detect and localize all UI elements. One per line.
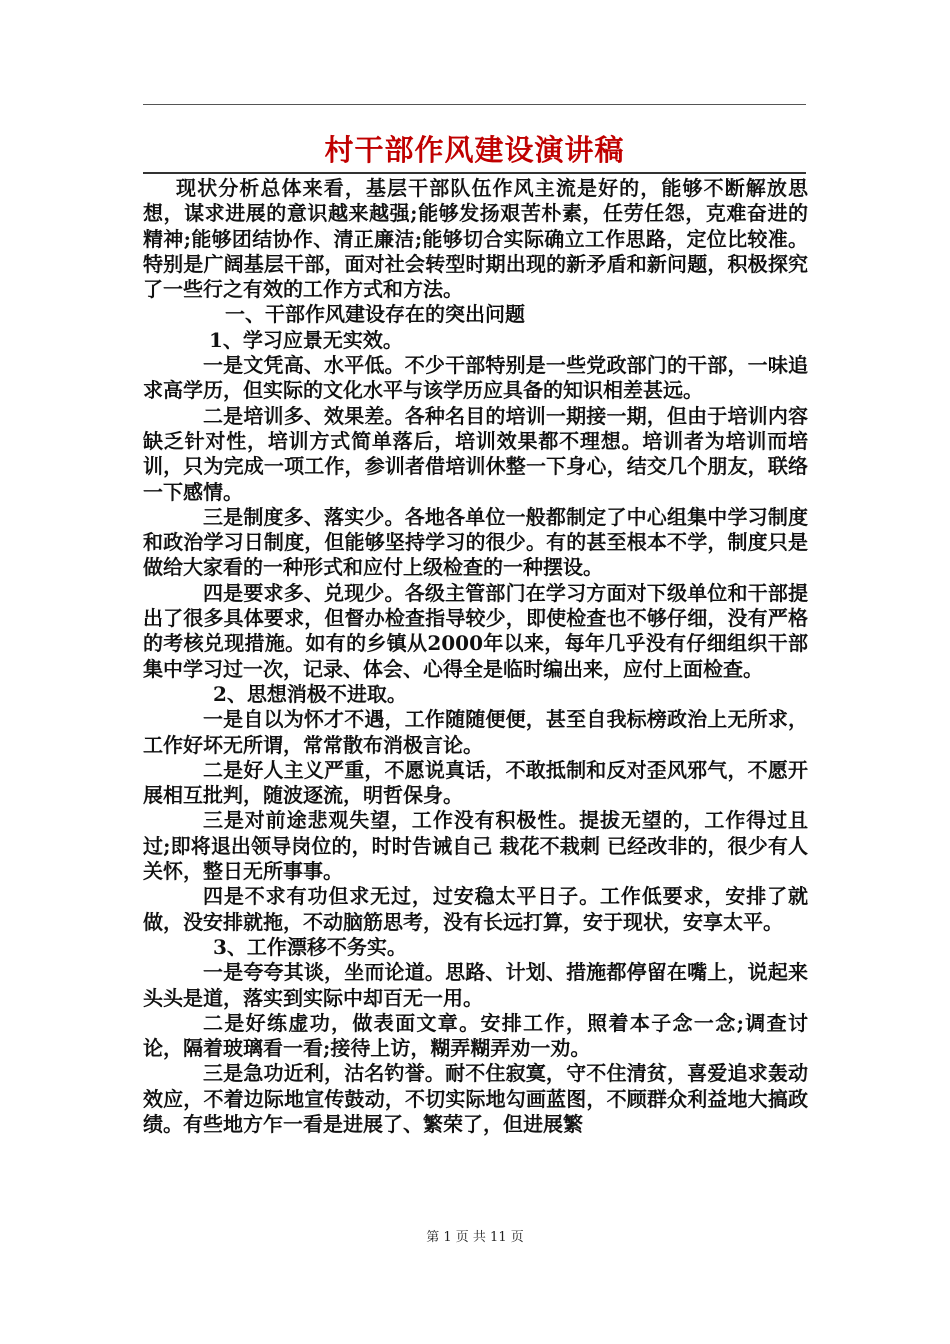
paragraph: 二是好练虚功，做表面文章。安排工作，照着本子念一念;调查讨论，隔着玻璃看一看;接待上访，糊弄糊弄劝一劝。 <box>143 1010 808 1061</box>
paragraph: 二是好人主义严重，不愿说真话，不敢抵制和反对歪风邪气，不愿开展相互批判，随波逐流，明哲保身。 <box>143 757 808 808</box>
paragraph: 3、工作漂移不务实。 <box>213 934 407 959</box>
title-underline <box>143 172 806 174</box>
paragraph: 一、干部作风建设存在的突出问题 <box>225 302 525 327</box>
paragraph: 三是对前途悲观失望，工作没有积极性。提拔无望的，工作得过且过;即将退出领导岗位的，时时告诫自己 栽花不栽刺 已经改非的，很少有人关怀，整日无所事事。 <box>143 808 808 884</box>
document-body <box>143 176 808 1137</box>
paragraph: 二是培训多、效果差。各种名目的培训一期接一期，但由于培训内容缺乏针对性，培训方式简单落后，培训效果都不理想。培训者为培训而培训，只为完成一项工作，参训者借培训休整一下身心，结交几个朋友，联络一下感情。 <box>143 403 808 504</box>
paragraph: 一是夸夸其谈，坐而论道。思路、计划、措施都停留在嘴上，说起来头头是道，落实到实际中却百无一用。 <box>143 960 808 1010</box>
paragraph: 四是不求有功但求无过，过安稳太平日子。工作低要求，安排了就做，没安排就拖，不动脑筋思考，没有长远打算，安于现状，安享太平。 <box>143 884 808 934</box>
document-title: 村干部作风建设演讲稿 <box>324 133 625 167</box>
paragraph: 三是制度多、落实少。各地各单位一般都制定了中心组集中学习制度和政治学习日制度，但能够坚持学习的很少。有的甚至根本不学，制度只是做给大家看的一种形式和应付上级检查的一种摆设。 <box>143 504 808 580</box>
paragraph: 一是自以为怀才不遇，工作随随便便，甚至自我标榜政治上无所求，工作好坏无所谓，常常散布消极言论。 <box>143 707 808 757</box>
header-rule <box>143 104 806 105</box>
paragraph: 1、学习应景无实效。 <box>209 327 403 352</box>
paragraph: 三是急功近利，沽名钓誉。耐不住寂寞，守不住清贫，喜爱追求轰动效应，不着边际地宣传鼓动，不切实际地勾画蓝图，不顾群众利益地大搞政绩。有些地方乍一看是进展了、繁荣了，但进展繁 <box>143 1061 808 1136</box>
page-number: 第 1 页 共 11 页 <box>426 1230 524 1245</box>
paragraph: 现状分析总体来看，基层干部队伍作风主流是好的，能够不断解放思想，谋求进展的意识越来越强;能够发扬艰苦朴素，任劳任怨，克难奋进的精神;能够团结协作、清正廉洁;能够切合实际确立工作思路，定位比较准。特别是广阔基层干部，面对社会转型时期出现的新矛盾和新问题，积极探究了一些行之有效的工作方式和方法。 <box>143 176 808 302</box>
paragraph: 一是文凭高、水平低。不少干部特别是一些党政部门的干部，一味追求高学历，但实际的文化水平与该学历应具备的知识相差甚远。 <box>143 353 808 403</box>
paragraph: 2、思想消极不进取。 <box>213 681 407 706</box>
paragraph: 四是要求多、兑现少。各级主管部门在学习方面对下级单位和干部提出了很多具体要求，但督办检查指导较少，即使检查也不够仔细，没有严格的考核兑现措施。如有的乡镇从2000年以来，每年几乎没有仔细组织干部集中学习过一次，记录、体会、心得全是临时编出来，应付上面检查。 <box>143 580 808 681</box>
